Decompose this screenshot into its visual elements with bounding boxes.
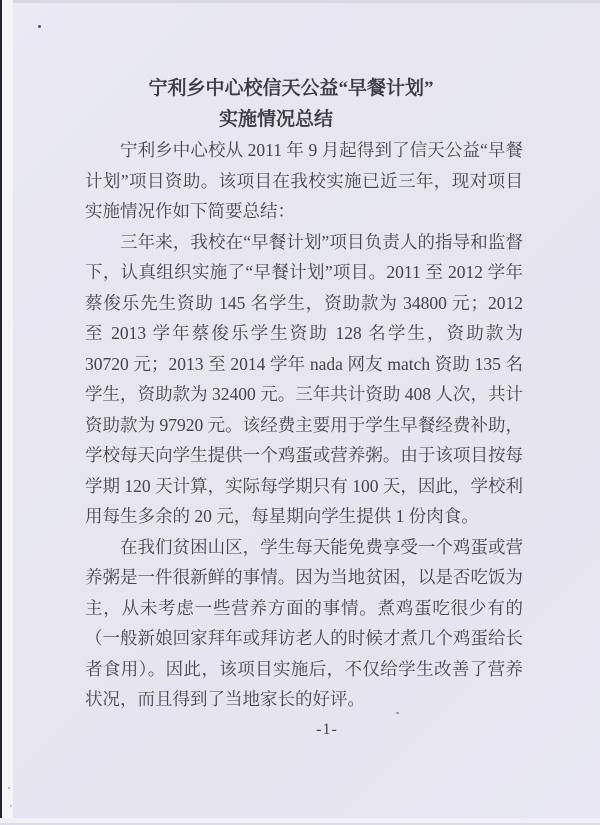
paragraph-impact: 在我们贫困山区，学生每天能免费享受一个鸡蛋或营养粥是一件很新鲜的事情。因为当地贫困，以是否吃饭为主，从未考虑一些营养方面的事情。煮鸡蛋吃很少有的（一般新娘回家拜年或拜访老人的时候才煮几个鸡蛋给长者食用）。因此，该项目实施后，不仅给学生改善了营养状况，而且得到了当地家长的好评。 xyxy=(85,536,523,709)
document-body xyxy=(85,73,523,745)
page-number: -1- xyxy=(316,720,338,738)
scan-edge-bottom xyxy=(0,818,600,825)
scan-speck xyxy=(8,787,10,789)
paragraph-intro: 宁利乡中心校从 2011 年 9 月起得到了信天公益“早餐计划”项目资助。该项目在我校实施已近三年，现对项目实施情况作如下简要总结： xyxy=(85,140,523,221)
paragraph-funding-details: 三年来，我校在“早餐计划”项目负责人的指导和监督下，认真组织实施了“早餐计划”项目。2011 至 2012 学年蔡俊乐先生资助 145 名学生，资助款为 34800 元；2012 至 2013 学年蔡俊乐学生资助 128 名学生，资助款为 30720 元；2013 至 2014 学年 nada 网友 match 资助 135 名学生，资助款为 32400 元。三年共计资助 408 人次，共计资助款为 97920 元。该经费主要用于学生早餐经费补助，学校每天向学生提供一个鸡蛋或营养粥。由于该项目按每学期 120 天计算，实际每学期只有 100 天，因此，学校利用每生多余的 20 元，每星期向学生提供 1 份肉食。 xyxy=(85,231,523,526)
scan-speck xyxy=(10,805,12,807)
scan-edge-left-light xyxy=(2,0,13,825)
scan-speck xyxy=(38,25,41,28)
scan-edge-top xyxy=(0,0,600,3)
document-title-line2: 实施情况总结 xyxy=(218,109,333,130)
document-title-line1: 宁利乡中心校信天公益“早餐计划” xyxy=(148,78,434,99)
